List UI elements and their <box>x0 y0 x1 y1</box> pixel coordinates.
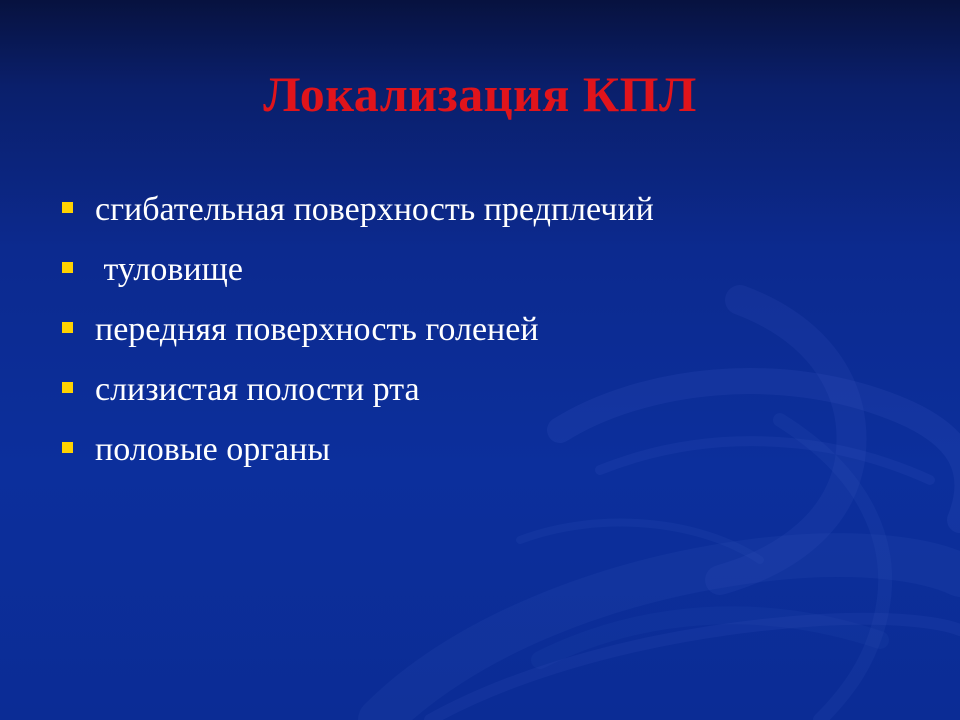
bullet-text: половые органы <box>95 431 331 468</box>
bullet-text: туловище <box>95 251 243 288</box>
bullet-text: передняя поверхность голеней <box>95 311 539 348</box>
list-item <box>62 420 654 480</box>
bullet-text: слизистая полости рта <box>95 371 420 408</box>
square-bullet-icon <box>62 382 73 393</box>
square-bullet-icon <box>62 442 73 453</box>
bullet-text: сгибательная поверхность предплечий <box>95 191 654 228</box>
list-item <box>62 240 654 300</box>
list-item <box>62 180 654 240</box>
square-bullet-icon <box>62 322 73 333</box>
bullet-list <box>62 180 654 480</box>
list-item <box>62 300 654 360</box>
list-item <box>62 360 654 420</box>
square-bullet-icon <box>62 262 73 273</box>
square-bullet-icon <box>62 202 73 213</box>
slide-title: Локализация КПЛ <box>263 66 697 122</box>
